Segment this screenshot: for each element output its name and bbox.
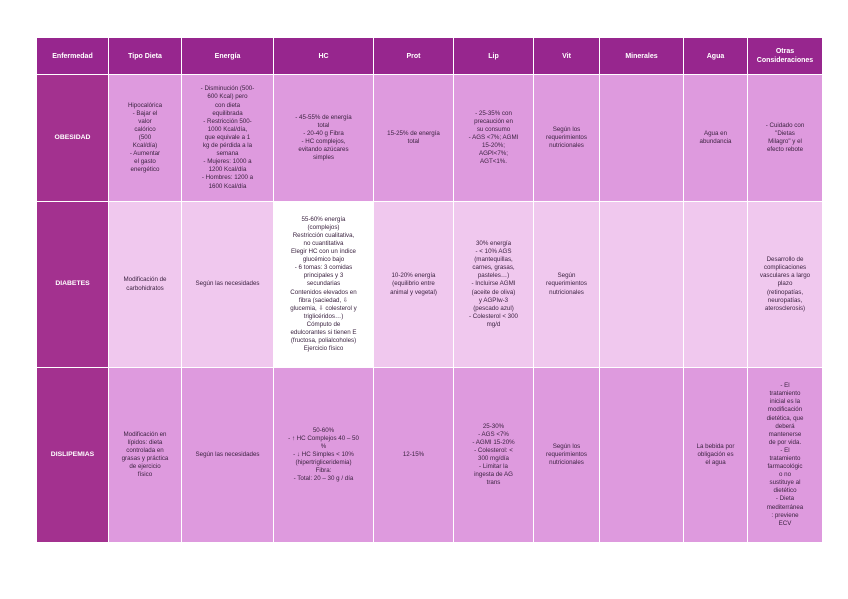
cell-line: no cuantitativa: [303, 239, 344, 247]
cell-line: requerimientos: [546, 280, 587, 288]
cell-otras: [748, 75, 823, 202]
cell-energia: [182, 75, 274, 202]
cell-line: - El: [780, 382, 790, 390]
cell-line: evitando azúcares: [298, 146, 349, 154]
cell-line: valor: [138, 117, 152, 125]
cell-line: principales y 3: [303, 272, 344, 280]
cell-lip: [454, 75, 534, 202]
cell-line: (fructosa, polialcoholes): [290, 337, 357, 345]
cell-line: AGT<1%.: [480, 158, 507, 166]
cell-line: 1200 Kcal/día: [208, 166, 247, 174]
cell-line: Restricción cualitativa,: [292, 231, 355, 239]
cell-line: 12-15%: [402, 450, 425, 458]
cell-minerales: [600, 75, 684, 202]
cell-line: Milagro" y el: [768, 138, 802, 145]
cell-line: (equilibrio entre: [392, 280, 435, 288]
cell-line: Ejercicio físico: [303, 345, 344, 353]
header-enfermedad: Enfermedad: [37, 38, 109, 75]
cell-line: mantenerse: [768, 430, 802, 438]
cell-line: Según los: [552, 442, 581, 450]
cell-line: farmacológic: [767, 463, 803, 471]
cell-line: lípidos: dieta: [127, 438, 163, 446]
cell-line: mg/d: [486, 320, 501, 328]
cell-line: tratamiento: [769, 390, 801, 398]
cell-line: obligación es: [697, 450, 734, 458]
cell-line: (complejos): [307, 223, 340, 231]
cell-line: (retinopatías,: [766, 288, 804, 296]
diet-table: [36, 37, 823, 543]
header-agua: Agua: [684, 38, 748, 75]
cell-line: (aceite de oliva): [471, 288, 516, 296]
cell-line: triglicéridos…): [303, 312, 344, 320]
cell-line: - AGMI 15-20%: [472, 438, 515, 446]
cell-line: - Colesterol < 300: [468, 312, 518, 320]
cell-tipo-dieta: [109, 202, 182, 368]
cell-line: precaución en: [474, 117, 513, 125]
cell-line: Agua en: [703, 129, 728, 137]
cell-line: inicial es la: [769, 398, 801, 406]
header-tipo-dieta: Tipo Dieta: [109, 38, 182, 75]
cell-line: - AGS <7%: [478, 430, 509, 438]
cell-line: o no: [778, 471, 792, 479]
cell-line: Elegir HC con un índice: [290, 248, 356, 256]
cell-line: total: [317, 121, 330, 129]
cell-line: Kcal/día): [132, 142, 158, 150]
cell-line: semana: [216, 150, 239, 158]
cell-line: simples: [313, 154, 334, 162]
cell-line: - ↑ HC Complejos 40 – 50: [288, 434, 359, 442]
cell-line: %: [320, 442, 327, 450]
cell-minerales: [600, 368, 684, 543]
cell-line: vasculares a largo: [759, 272, 811, 280]
header-hc: HC: [274, 38, 374, 75]
cell-line: - 20-40 g Fibra: [303, 129, 344, 137]
cell-line: - 45-55% de energía: [295, 113, 352, 121]
cell-line: Cómputo de: [306, 320, 341, 328]
cell-line: calórico: [134, 125, 156, 133]
cell-line: - Colesterol: <: [474, 446, 513, 454]
cell-line: - Restricción 500-: [203, 117, 252, 125]
cell-line: total: [407, 138, 420, 145]
disease-cell: DIABETES: [37, 202, 109, 368]
cell-line: plazo: [777, 280, 793, 288]
cell-line: 600 Kcal) pero: [207, 93, 248, 101]
cell-line: abundancia: [699, 138, 732, 145]
cell-line: nutricionales: [549, 459, 584, 467]
disease-cell: OBESIDAD: [37, 75, 109, 202]
header-otras-consideraciones: Otras Consideraciones: [748, 38, 823, 75]
cell-line: - Limitar la: [479, 463, 508, 471]
cell-line: kg de pérdida a la: [202, 142, 253, 150]
cell-line: Según: [557, 272, 576, 280]
cell-line: energético: [130, 166, 160, 174]
cell-line: deberá: [775, 422, 795, 430]
cell-line: y AGPIw-3: [478, 296, 509, 304]
cell-line: 50-60%: [312, 426, 335, 434]
cell-line: Contenidos elevados en: [290, 288, 357, 296]
cell-line: AGPI<7%;: [478, 150, 509, 158]
cell-agua: [684, 202, 748, 368]
table-row-dislipemias: [37, 368, 823, 543]
cell-line: 10-20% energía: [391, 272, 436, 280]
cell-line: 300 mg/día: [478, 455, 509, 462]
cell-line: 1000 Kcal/día,: [207, 125, 248, 133]
cell-otras: [748, 368, 823, 543]
cell-line: 15-25% de energía: [387, 129, 440, 137]
cell-line: su consumo: [476, 125, 511, 133]
cell-line: controlada en: [126, 446, 164, 454]
cell-line: "Dietas: [775, 129, 795, 137]
cell-line: - AGS <7%; AGMI: [468, 133, 519, 141]
cell-line: nutricionales: [549, 142, 584, 150]
cell-line: (500: [138, 133, 152, 141]
cell-line: grasas y práctica: [121, 455, 169, 462]
cell-vit: [534, 202, 600, 368]
cell-line: físico: [137, 471, 153, 479]
cell-energia: [182, 202, 274, 368]
header-minerales: Minerales: [600, 38, 684, 75]
cell-line: tratamiento: [769, 455, 801, 462]
cell-line: el gasto: [134, 158, 156, 166]
cell-otras: [748, 202, 823, 368]
cell-line: - Disminución (500-: [200, 85, 255, 93]
cell-line: - Dieta: [775, 495, 795, 503]
cell-line: requerimientos: [546, 133, 587, 141]
cell-line: Desarrollo de: [766, 256, 804, 264]
cell-line: Hipocalórica: [127, 101, 163, 109]
cell-line: ECV: [778, 519, 792, 527]
cell-hc: [274, 202, 374, 368]
cell-line: neuropatías,: [767, 296, 803, 304]
cell-line: - 6 tomas: 3 comidas: [294, 264, 353, 272]
cell-agua: [684, 75, 748, 202]
cell-tipo-dieta: [109, 368, 182, 543]
cell-line: glucémico bajo: [302, 256, 345, 264]
cell-line: secundarias: [306, 280, 341, 288]
header-energia: Energía: [182, 38, 274, 75]
cell-line: de ejercicio: [129, 463, 161, 471]
cell-line: Modificación de: [123, 276, 167, 284]
cell-prot: [374, 202, 454, 368]
cell-hc: [274, 368, 374, 543]
cell-line: Modificación en: [123, 430, 167, 438]
header-row: [37, 38, 823, 75]
cell-vit: [534, 368, 600, 543]
cell-lip: [454, 202, 534, 368]
cell-energia: [182, 368, 274, 543]
cell-minerales: [600, 202, 684, 368]
cell-prot: [374, 368, 454, 543]
cell-line: Según las necesidades: [195, 450, 260, 458]
cell-hc: [274, 75, 374, 202]
cell-line: efecto rebote: [766, 146, 804, 154]
header-vit: Vit: [534, 38, 600, 75]
cell-line: complicaciones: [763, 264, 807, 272]
cell-line: edulcorantes si tienen E: [290, 329, 357, 337]
cell-line: el agua: [705, 459, 726, 467]
cell-line: mediterránea: [766, 503, 804, 511]
cell-line: que equivale a 1: [204, 133, 251, 141]
table-row-diabetes: [37, 202, 823, 368]
cell-line: 15-20%;: [481, 142, 506, 150]
cell-tipo-dieta: [109, 75, 182, 202]
cell-line: - Hombres: 1200 a: [201, 174, 254, 182]
table-row-obesidad: [37, 75, 823, 202]
cell-line: carbohidratos: [126, 284, 164, 292]
cell-lip: [454, 368, 534, 543]
cell-line: Según los: [552, 125, 581, 133]
cell-line: de por vida.: [768, 438, 802, 446]
cell-line: fibra (saciedad, ⇩: [298, 296, 349, 304]
cell-line: pasteles…): [477, 272, 510, 280]
cell-line: - Total: 20 – 30 g / día: [293, 475, 354, 483]
cell-line: 25-30%: [482, 422, 505, 430]
cell-line: Según las necesidades: [195, 280, 260, 288]
cell-line: equilibrada: [212, 109, 243, 117]
cell-line: - El: [780, 446, 790, 454]
cell-line: : previene: [771, 511, 799, 519]
cell-line: - < 10% AGS: [475, 248, 512, 256]
cell-line: glucemia, ⇩ colesterol y: [290, 304, 357, 312]
cell-line: - ↓ HC Simples < 10%: [293, 450, 354, 458]
cell-line: - Cuidado con: [765, 121, 805, 129]
cell-line: (mantequillas,: [474, 256, 513, 264]
cell-line: 55-60% energía: [301, 215, 346, 223]
header-lip: Lip: [454, 38, 534, 75]
cell-line: (hipertrigliceridemia): [295, 459, 352, 467]
cell-line: (pescado azul): [473, 304, 514, 312]
cell-line: - Aumentar: [129, 150, 161, 158]
cell-line: - Incluirse AGMI: [471, 280, 516, 288]
cell-line: - Bajar el: [132, 109, 158, 117]
cell-line: animal y vegetal): [390, 288, 437, 296]
cell-line: - HC complejos,: [301, 138, 346, 145]
cell-line: - 25-35% con: [475, 109, 512, 117]
cell-line: modificación: [767, 406, 803, 414]
cell-vit: [534, 75, 600, 202]
cell-line: con dieta: [214, 101, 241, 109]
cell-line: requerimientos: [546, 450, 587, 458]
cell-line: Fibra:: [315, 467, 332, 475]
cell-line: dietética, que: [766, 414, 804, 422]
cell-line: carnes, grasas,: [472, 264, 515, 272]
disease-cell: DISLIPEMIAS: [37, 368, 109, 543]
cell-line: trans: [486, 479, 501, 487]
header-prot: Prot: [374, 38, 454, 75]
cell-line: La bebida por: [696, 442, 735, 450]
cell-line: dietético: [773, 487, 797, 495]
cell-line: sustituye al: [769, 479, 801, 487]
cell-prot: [374, 75, 454, 202]
cell-line: aterosclerosis): [764, 304, 806, 312]
cell-line: - Mujeres: 1000 a: [203, 158, 252, 166]
cell-agua: [684, 368, 748, 543]
cell-line: ingesta de AG: [474, 471, 513, 479]
cell-line: 1600 Kcal/día: [208, 182, 247, 190]
cell-line: nutricionales: [549, 288, 584, 296]
cell-line: 30% energía: [475, 239, 512, 247]
